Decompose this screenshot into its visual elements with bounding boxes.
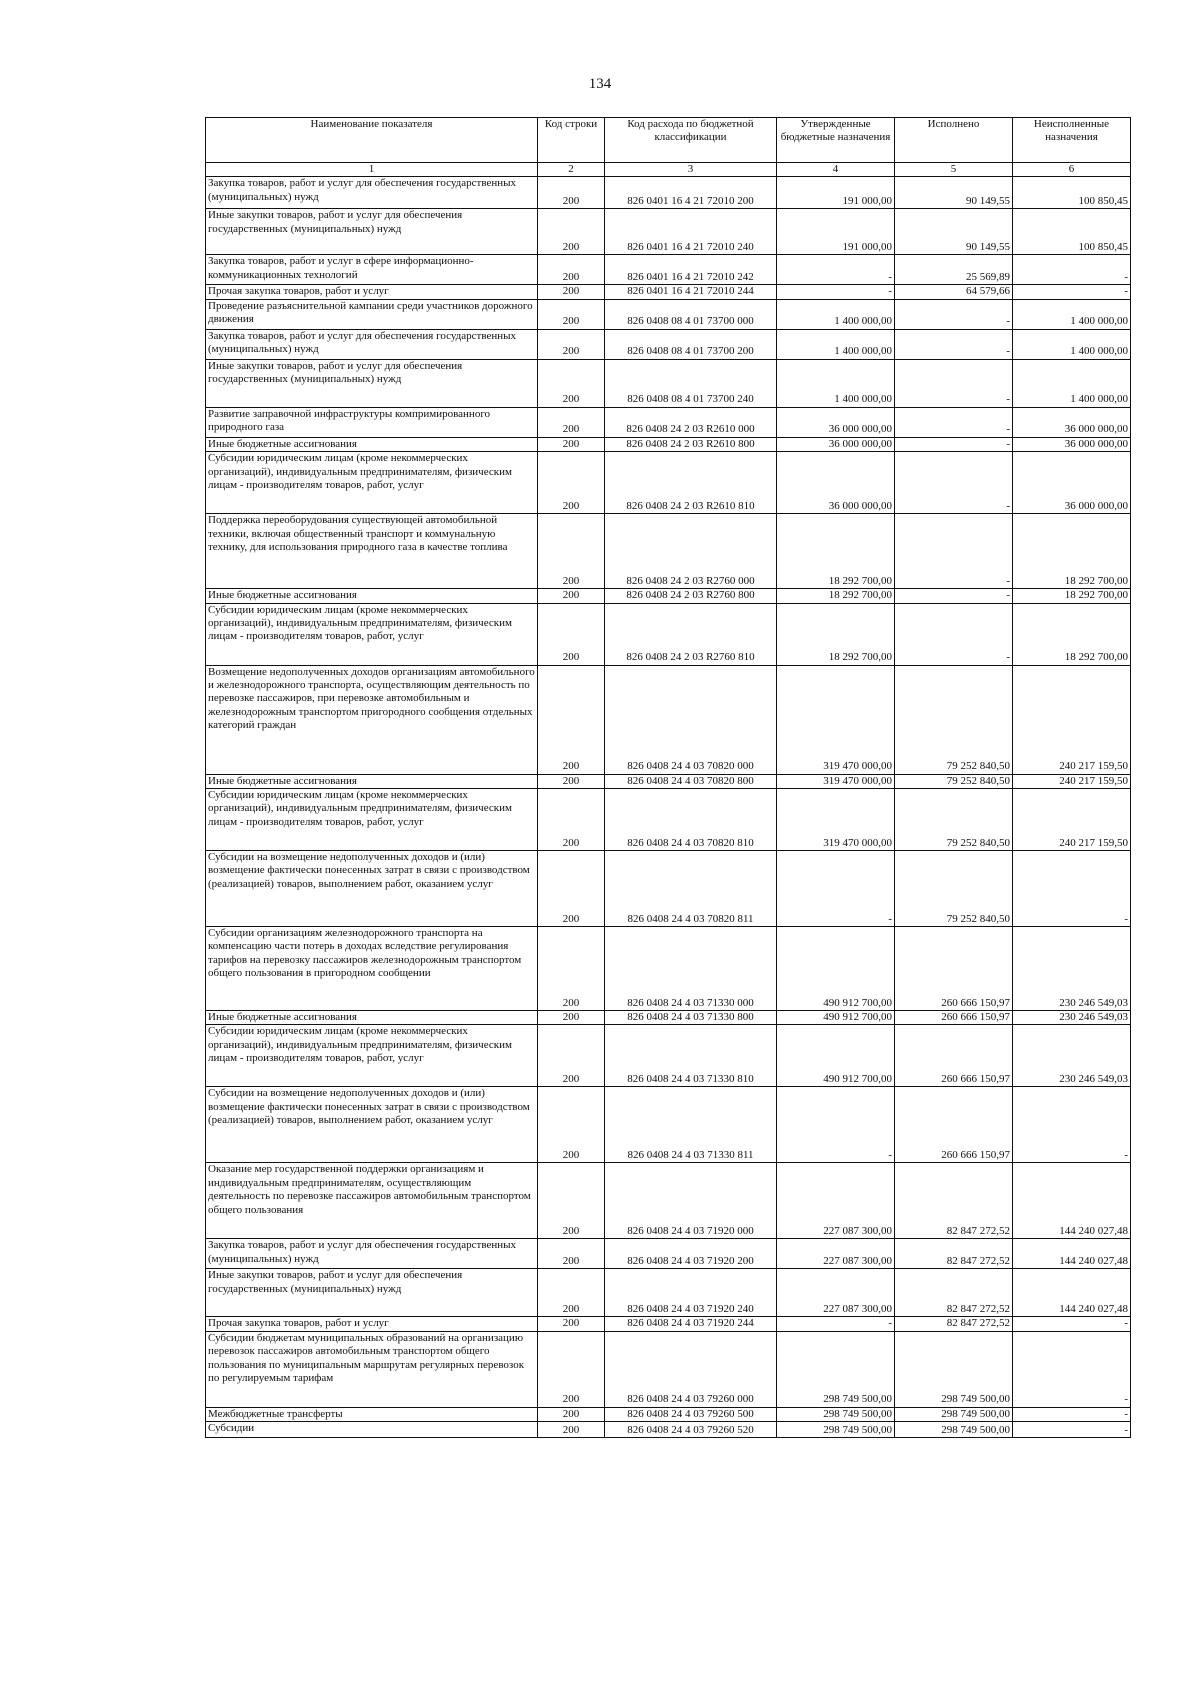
row-unexecuted-cell: 1 400 000,00 (1013, 359, 1131, 407)
row-line-code-cell: 200 (538, 1407, 605, 1421)
row-unexecuted-cell: - (1013, 851, 1131, 927)
column-number: 4 (777, 163, 895, 177)
row-name-cell: Иные закупки товаров, работ и услуг для обеспечения государственных (муниципальных) нужд (206, 359, 538, 407)
row-executed-cell: 82 847 272,52 (895, 1163, 1013, 1239)
row-unexecuted-cell: 240 217 159,50 (1013, 774, 1131, 788)
table-row (206, 1025, 1131, 1087)
row-unexecuted-cell: - (1013, 1317, 1131, 1331)
table-body (206, 177, 1131, 1438)
row-name-cell: Иные бюджетные ассигнования (206, 1011, 538, 1025)
row-line-code-cell: 200 (538, 1331, 605, 1407)
row-unexecuted-cell: 36 000 000,00 (1013, 437, 1131, 451)
row-unexecuted-cell: 1 400 000,00 (1013, 329, 1131, 359)
row-name-cell: Субсидии бюджетам муниципальных образований на организацию перевозок пассажиров автомобильным транспортом общего пользования по муниципальным маршрутам регулярных перевозок по регулируемым тарифам (206, 1331, 538, 1407)
table-row (206, 1331, 1131, 1407)
row-budget-code-cell: 826 0408 08 4 01 73700 200 (605, 329, 777, 359)
table-row (206, 589, 1131, 603)
row-executed-cell: 64 579,66 (895, 285, 1013, 299)
row-executed-cell: 79 252 840,50 (895, 851, 1013, 927)
row-approved-cell: 1 400 000,00 (777, 299, 895, 329)
row-unexecuted-cell: 18 292 700,00 (1013, 514, 1131, 589)
row-unexecuted-cell: 1 400 000,00 (1013, 299, 1131, 329)
table-row (206, 177, 1131, 209)
row-approved-cell: 227 087 300,00 (777, 1239, 895, 1269)
row-unexecuted-cell: 230 246 549,03 (1013, 1025, 1131, 1087)
row-budget-code-cell: 826 0408 24 2 03 R2610 810 (605, 452, 777, 514)
row-budget-code-cell: 826 0408 24 4 03 71920 240 (605, 1269, 777, 1317)
budget-execution-table (205, 117, 1131, 1438)
row-unexecuted-cell: 144 240 027,48 (1013, 1269, 1131, 1317)
column-header-name: Наименование показателя (206, 118, 538, 163)
row-line-code-cell: 200 (538, 1317, 605, 1331)
row-budget-code-cell: 826 0408 08 4 01 73700 240 (605, 359, 777, 407)
row-approved-cell: - (777, 851, 895, 927)
row-budget-code-cell: 826 0408 24 4 03 79260 520 (605, 1422, 777, 1438)
row-name-cell: Прочая закупка товаров, работ и услуг (206, 285, 538, 299)
row-line-code-cell: 200 (538, 299, 605, 329)
table-header-row (206, 118, 1131, 163)
table-row (206, 255, 1131, 285)
row-name-cell: Прочая закупка товаров, работ и услуг (206, 1317, 538, 1331)
table-row (206, 437, 1131, 451)
row-unexecuted-cell: 18 292 700,00 (1013, 589, 1131, 603)
row-line-code-cell: 200 (538, 851, 605, 927)
row-name-cell: Иные закупки товаров, работ и услуг для обеспечения государственных (муниципальных) нужд (206, 209, 538, 255)
row-line-code-cell: 200 (538, 789, 605, 851)
row-line-code-cell: 200 (538, 437, 605, 451)
row-unexecuted-cell: 100 850,45 (1013, 209, 1131, 255)
row-name-cell: Субсидии организациям железнодорожного транспорта на компенсацию части потерь в доходах вследствие регулирования тарифов на перевозку пассажиров железнодорожным транспортом общего пользования в пригородном сообщении (206, 927, 538, 1011)
table-row (206, 299, 1131, 329)
row-executed-cell: 90 149,55 (895, 209, 1013, 255)
row-approved-cell: 36 000 000,00 (777, 452, 895, 514)
row-budget-code-cell: 826 0408 24 4 03 71920 200 (605, 1239, 777, 1269)
row-approved-cell: 18 292 700,00 (777, 514, 895, 589)
table-row (206, 359, 1131, 407)
row-budget-code-cell: 826 0401 16 4 21 72010 200 (605, 177, 777, 209)
column-header-budget-code: Код расхода по бюджетной классификации (605, 118, 777, 163)
row-approved-cell: 1 400 000,00 (777, 329, 895, 359)
row-executed-cell: 90 149,55 (895, 177, 1013, 209)
column-header-line-code: Код строки (538, 118, 605, 163)
column-number: 3 (605, 163, 777, 177)
row-approved-cell: 319 470 000,00 (777, 774, 895, 788)
row-name-cell: Субсидии на возмещение недополученных доходов и (или) возмещение фактически понесенных затрат в связи с производством (реализацией) товаров, выполнением работ, оказанием услуг (206, 1087, 538, 1163)
row-unexecuted-cell: 240 217 159,50 (1013, 789, 1131, 851)
row-line-code-cell: 200 (538, 603, 605, 665)
row-name-cell: Возмещение недополученных доходов организациям автомобильного и железнодорожного транспорта, осуществляющим деятельность по перевозке пассажиров, при перевозке автомобильным и железнодорожным транспортом пригородного сообщения отдельных категорий граждан (206, 665, 538, 774)
row-line-code-cell: 200 (538, 1025, 605, 1087)
row-budget-code-cell: 826 0408 24 4 03 71330 811 (605, 1087, 777, 1163)
row-approved-cell: 319 470 000,00 (777, 665, 895, 774)
row-approved-cell: - (777, 1317, 895, 1331)
row-name-cell: Субсидии (206, 1422, 538, 1438)
row-line-code-cell: 200 (538, 255, 605, 285)
row-name-cell: Иные бюджетные ассигнования (206, 589, 538, 603)
row-approved-cell: 227 087 300,00 (777, 1163, 895, 1239)
row-executed-cell: 79 252 840,50 (895, 774, 1013, 788)
row-unexecuted-cell: - (1013, 285, 1131, 299)
row-executed-cell: - (895, 437, 1013, 451)
row-approved-cell: 1 400 000,00 (777, 359, 895, 407)
row-budget-code-cell: 826 0408 24 4 03 70820 810 (605, 789, 777, 851)
row-budget-code-cell: 826 0408 24 2 03 R2610 800 (605, 437, 777, 451)
table-row (206, 407, 1131, 437)
row-budget-code-cell: 826 0408 24 4 03 71920 244 (605, 1317, 777, 1331)
column-header-approved: Утвержденные бюджетные назначения (777, 118, 895, 163)
table-row (206, 1269, 1131, 1317)
row-executed-cell: 82 847 272,52 (895, 1317, 1013, 1331)
row-line-code-cell: 200 (538, 209, 605, 255)
row-executed-cell: - (895, 359, 1013, 407)
row-line-code-cell: 200 (538, 1239, 605, 1269)
row-name-cell: Развитие заправочной инфраструктуры компримированного природного газа (206, 407, 538, 437)
row-executed-cell: 298 749 500,00 (895, 1422, 1013, 1438)
row-executed-cell: 260 666 150,97 (895, 1011, 1013, 1025)
row-name-cell: Закупка товаров, работ и услуг в сфере информационно-коммуникационных технологий (206, 255, 538, 285)
row-name-cell: Иные бюджетные ассигнования (206, 437, 538, 451)
row-budget-code-cell: 826 0408 24 2 03 R2760 800 (605, 589, 777, 603)
column-header-executed: Исполнено (895, 118, 1013, 163)
row-unexecuted-cell: 230 246 549,03 (1013, 927, 1131, 1011)
row-budget-code-cell: 826 0408 24 4 03 71330 000 (605, 927, 777, 1011)
row-line-code-cell: 200 (538, 407, 605, 437)
row-line-code-cell: 200 (538, 514, 605, 589)
row-name-cell: Субсидии юридическим лицам (кроме некоммерческих организаций), индивидуальным предпринимателям, физическим лицам - производителям товаров, работ, услуг (206, 452, 538, 514)
row-executed-cell: 79 252 840,50 (895, 665, 1013, 774)
column-number: 5 (895, 163, 1013, 177)
row-approved-cell: 490 912 700,00 (777, 927, 895, 1011)
row-executed-cell: 260 666 150,97 (895, 927, 1013, 1011)
row-approved-cell: 319 470 000,00 (777, 789, 895, 851)
row-budget-code-cell: 826 0408 24 4 03 70820 811 (605, 851, 777, 927)
row-budget-code-cell: 826 0408 08 4 01 73700 000 (605, 299, 777, 329)
row-unexecuted-cell: - (1013, 255, 1131, 285)
row-executed-cell: 260 666 150,97 (895, 1087, 1013, 1163)
row-approved-cell: - (777, 1087, 895, 1163)
row-unexecuted-cell: - (1013, 1331, 1131, 1407)
table-row (206, 665, 1131, 774)
row-name-cell: Межбюджетные трансферты (206, 1407, 538, 1421)
row-name-cell: Субсидии юридическим лицам (кроме некоммерческих организаций), индивидуальным предпринимателям, физическим лицам - производителям товаров, работ, услуг (206, 789, 538, 851)
table-row (206, 774, 1131, 788)
row-executed-cell: - (895, 299, 1013, 329)
row-unexecuted-cell: 144 240 027,48 (1013, 1163, 1131, 1239)
row-approved-cell: - (777, 255, 895, 285)
table-row (206, 452, 1131, 514)
row-line-code-cell: 200 (538, 1163, 605, 1239)
row-line-code-cell: 200 (538, 177, 605, 209)
table-row (206, 329, 1131, 359)
row-budget-code-cell: 826 0408 24 4 03 71920 000 (605, 1163, 777, 1239)
row-name-cell: Закупка товаров, работ и услуг для обеспечения государственных (муниципальных) нужд (206, 1239, 538, 1269)
row-approved-cell: 298 749 500,00 (777, 1407, 895, 1421)
row-unexecuted-cell: 144 240 027,48 (1013, 1239, 1131, 1269)
row-unexecuted-cell: 240 217 159,50 (1013, 665, 1131, 774)
row-unexecuted-cell: - (1013, 1087, 1131, 1163)
table-row (206, 927, 1131, 1011)
row-line-code-cell: 200 (538, 359, 605, 407)
row-line-code-cell: 200 (538, 665, 605, 774)
table-row (206, 1422, 1131, 1438)
row-name-cell: Иные бюджетные ассигнования (206, 774, 538, 788)
table-row (206, 1163, 1131, 1239)
row-unexecuted-cell: 18 292 700,00 (1013, 603, 1131, 665)
column-number-row (206, 163, 1131, 177)
row-name-cell: Субсидии на возмещение недополученных доходов и (или) возмещение фактически понесенных затрат в связи с производством (реализацией) товаров, выполнением работ, оказанием услуг (206, 851, 538, 927)
row-executed-cell: 82 847 272,52 (895, 1269, 1013, 1317)
row-unexecuted-cell: 230 246 549,03 (1013, 1011, 1131, 1025)
table-row (206, 514, 1131, 589)
row-budget-code-cell: 826 0408 24 2 03 R2610 000 (605, 407, 777, 437)
column-number: 1 (206, 163, 538, 177)
row-name-cell: Закупка товаров, работ и услуг для обеспечения государственных (муниципальных) нужд (206, 329, 538, 359)
row-budget-code-cell: 826 0401 16 4 21 72010 244 (605, 285, 777, 299)
row-approved-cell: 191 000,00 (777, 177, 895, 209)
row-executed-cell: 25 569,89 (895, 255, 1013, 285)
row-approved-cell: 298 749 500,00 (777, 1422, 895, 1438)
table-row (206, 1087, 1131, 1163)
row-executed-cell: 79 252 840,50 (895, 789, 1013, 851)
row-line-code-cell: 200 (538, 1011, 605, 1025)
row-executed-cell: - (895, 452, 1013, 514)
table-row (206, 1317, 1131, 1331)
row-approved-cell: 227 087 300,00 (777, 1269, 895, 1317)
row-line-code-cell: 200 (538, 1087, 605, 1163)
column-header-unexecuted: Неисполненные назначения (1013, 118, 1131, 163)
row-budget-code-cell: 826 0408 24 4 03 70820 000 (605, 665, 777, 774)
row-approved-cell: - (777, 285, 895, 299)
row-unexecuted-cell: 36 000 000,00 (1013, 407, 1131, 437)
row-approved-cell: 18 292 700,00 (777, 603, 895, 665)
table-row (206, 603, 1131, 665)
row-approved-cell: 490 912 700,00 (777, 1025, 895, 1087)
table-row (206, 789, 1131, 851)
row-executed-cell: - (895, 589, 1013, 603)
row-approved-cell: 18 292 700,00 (777, 589, 895, 603)
table-row (206, 1239, 1131, 1269)
row-budget-code-cell: 826 0408 24 4 03 71330 800 (605, 1011, 777, 1025)
row-line-code-cell: 200 (538, 589, 605, 603)
row-approved-cell: 191 000,00 (777, 209, 895, 255)
row-budget-code-cell: 826 0408 24 2 03 R2760 000 (605, 514, 777, 589)
table-row (206, 1011, 1131, 1025)
row-executed-cell: 298 749 500,00 (895, 1407, 1013, 1421)
row-name-cell: Иные закупки товаров, работ и услуг для обеспечения государственных (муниципальных) нужд (206, 1269, 538, 1317)
row-name-cell: Проведение разъяснительной кампании среди участников дорожного движения (206, 299, 538, 329)
row-line-code-cell: 200 (538, 285, 605, 299)
row-name-cell: Субсидии юридическим лицам (кроме некоммерческих организаций), индивидуальным предпринимателям, физическим лицам - производителям товаров, работ, услуг (206, 603, 538, 665)
row-approved-cell: 36 000 000,00 (777, 407, 895, 437)
row-executed-cell: - (895, 329, 1013, 359)
row-executed-cell: - (895, 514, 1013, 589)
row-unexecuted-cell: - (1013, 1407, 1131, 1421)
row-line-code-cell: 200 (538, 329, 605, 359)
column-number: 6 (1013, 163, 1131, 177)
row-line-code-cell: 200 (538, 774, 605, 788)
row-name-cell: Оказание мер государственной поддержки организациям и индивидуальным предпринимателям, осуществляющим деятельность по перевозке пассажиров автомобильным транспортом общего пользования (206, 1163, 538, 1239)
table-row (206, 851, 1131, 927)
row-executed-cell: - (895, 407, 1013, 437)
row-line-code-cell: 200 (538, 1269, 605, 1317)
row-line-code-cell: 200 (538, 1422, 605, 1438)
row-name-cell: Субсидии юридическим лицам (кроме некоммерческих организаций), индивидуальным предпринимателям, физическим лицам - производителям товаров, работ, услуг (206, 1025, 538, 1087)
row-executed-cell: 260 666 150,97 (895, 1025, 1013, 1087)
row-unexecuted-cell: 100 850,45 (1013, 177, 1131, 209)
row-unexecuted-cell: - (1013, 1422, 1131, 1438)
row-budget-code-cell: 826 0408 24 4 03 79260 500 (605, 1407, 777, 1421)
row-budget-code-cell: 826 0408 24 4 03 79260 000 (605, 1331, 777, 1407)
row-budget-code-cell: 826 0401 16 4 21 72010 242 (605, 255, 777, 285)
row-name-cell: Поддержка переоборудования существующей автомобильной техники, включая общественный транспорт и коммунальную технику, для использования природного газа в качестве топлива (206, 514, 538, 589)
row-executed-cell: - (895, 603, 1013, 665)
row-approved-cell: 490 912 700,00 (777, 1011, 895, 1025)
page-number: 134 (588, 76, 612, 92)
table-row (206, 209, 1131, 255)
row-unexecuted-cell: 36 000 000,00 (1013, 452, 1131, 514)
column-number: 2 (538, 163, 605, 177)
row-budget-code-cell: 826 0408 24 4 03 71330 810 (605, 1025, 777, 1087)
row-line-code-cell: 200 (538, 927, 605, 1011)
row-line-code-cell: 200 (538, 452, 605, 514)
row-budget-code-cell: 826 0408 24 4 03 70820 800 (605, 774, 777, 788)
row-budget-code-cell: 826 0401 16 4 21 72010 240 (605, 209, 777, 255)
table-row (206, 285, 1131, 299)
row-executed-cell: 298 749 500,00 (895, 1331, 1013, 1407)
row-executed-cell: 82 847 272,52 (895, 1239, 1013, 1269)
row-name-cell: Закупка товаров, работ и услуг для обеспечения государственных (муниципальных) нужд (206, 177, 538, 209)
table-row (206, 1407, 1131, 1421)
row-budget-code-cell: 826 0408 24 2 03 R2760 810 (605, 603, 777, 665)
row-approved-cell: 298 749 500,00 (777, 1331, 895, 1407)
row-approved-cell: 36 000 000,00 (777, 437, 895, 451)
